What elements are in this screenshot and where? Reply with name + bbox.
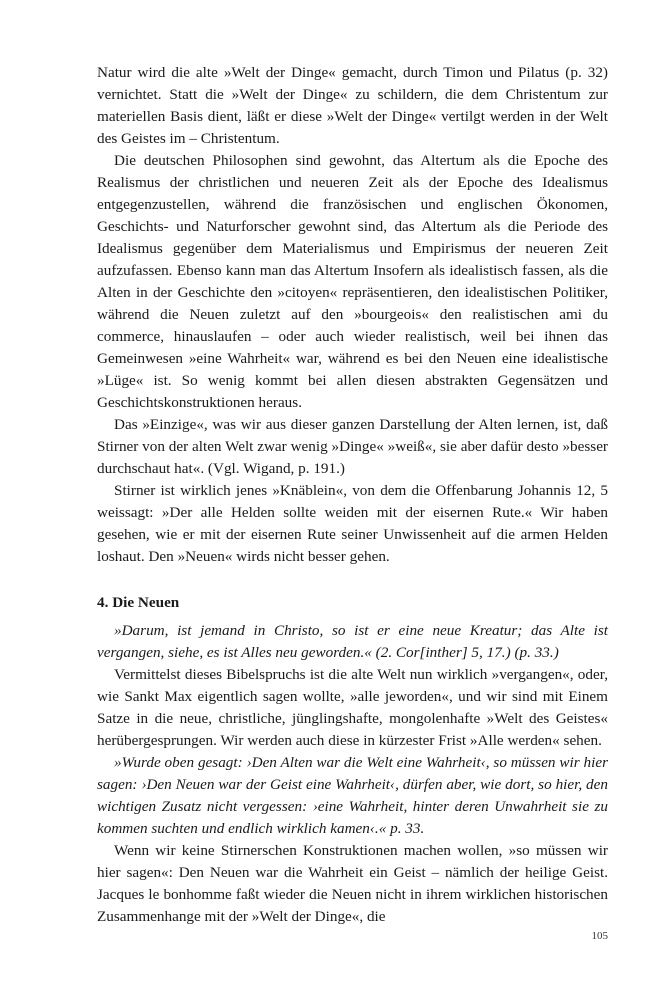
paragraph-6: Wenn wir keine Stirnerschen Konstruktionen machen wollen, »so müssen wir hier sagen«: Den Neuen war die Wahrheit ein Geist – nämlich der heilige Geist. Jacques le bonhomme faßt wieder die Neuen nicht in ihrem wirklichen historischen Zusammenhange mit der »Welt der Dinge«, die xyxy=(97,842,608,925)
paragraph-2: Die deutschen Philosophen sind gewohnt, das Altertum als die Epoche des Realismus der christlichen und neueren Zeit als der Epoche des Idealismus entgegenzustellen, während die französischen und englischen Ökonomen, Geschichts- und Naturforscher gewohnt sind, das Altertum als die Periode des Idealismus gegenüber dem Materialismus und Empirismus der neueren Zeit aufzufassen. Ebenso kann man das Altertum Insofern als idealistisch fassen, als die Alten in der Geschichte den »citoyen« repräsentieren, den idealistischen Politiker, während die Neuen zuletzt auf den »bourgeois« den realistischen ami du commerce, hinauslaufen – oder auch wieder realistisch, weil bei ihnen das Gemeinwesen »eine Wahrheit« war, während es bei den Neuen eine idealistische »Lüge« ist. So wenig kommt bei allen diesen abstrakten Gegensätzen und Geschichtskonstruktionen heraus. xyxy=(97,152,608,411)
paragraph-1: Natur wird die alte »Welt der Dinge« gemacht, durch Timon und Pilatus (p. 32) vernichtet. Statt die »Welt der Dinge« zu schildern, die dem Christentum zur materiellen Basis dient, läßt er diese »Welt der Dinge« vertilgt werden in der Welt des Geistes im – Christentum. xyxy=(97,64,608,147)
quote-2: »Wurde oben gesagt: ›Den Alten war die Welt eine Wahrheit‹, so müssen wir hier sagen: ›Den Neuen war der Geist eine Wahrheit‹, dürfen aber, wie dort, so hier, den wichtigen Zusatz nicht vergessen: ›eine Wahrheit, hinter deren Unwahrheit sie zu kommen suchten und endlich wirklich kamen‹.« p. 33. xyxy=(97,754,608,837)
quote-1: »Darum, ist jemand in Christo, so ist er eine neue Kreatur; das Alte ist vergangen, siehe, es ist Alles neu geworden.« (2. Cor[inther] 5, 17.) (p. 33.) xyxy=(97,622,608,661)
paragraph-5: Vermittelst dieses Bibelspruchs ist die alte Welt nun wirklich »vergangen«, oder, wie Sankt Max eigentlich sagen wollte, »alle jeworden«, und wir sind mit Einem Satze in die neue, christliche, jünglingshafte, mongolenhafte »Welt des Geistes« herübergesprungen. Wir werden auch diese in kürzester Frist »Alle werden« sehen. xyxy=(97,666,608,749)
paragraph-3: Das »Einzige«, was wir aus dieser ganzen Darstellung der Alten lernen, ist, daß Stirner von der alten Welt zwar wenig »Dinge« »weiß«, sie aber dafür desto »besser durchschaut hat«. (Vgl. Wigand, p. 191.) xyxy=(97,416,608,477)
page-body xyxy=(97,62,608,928)
paragraph-4: Stirner ist wirklich jenes »Knäblein«, von dem die Offenbarung Johannis 12, 5 weissagt: »Der alle Helden sollte weiden mit der eisernen Rute.« Wir haben gesehen, wie er mit der eisernen Rute seiner Unwissenheit auf die armen Helden loshaut. Den »Neuen« wirds nicht besser gehen. xyxy=(97,482,608,565)
page-number: 105 xyxy=(591,930,608,942)
section-heading: 4. Die Neuen xyxy=(97,594,180,611)
